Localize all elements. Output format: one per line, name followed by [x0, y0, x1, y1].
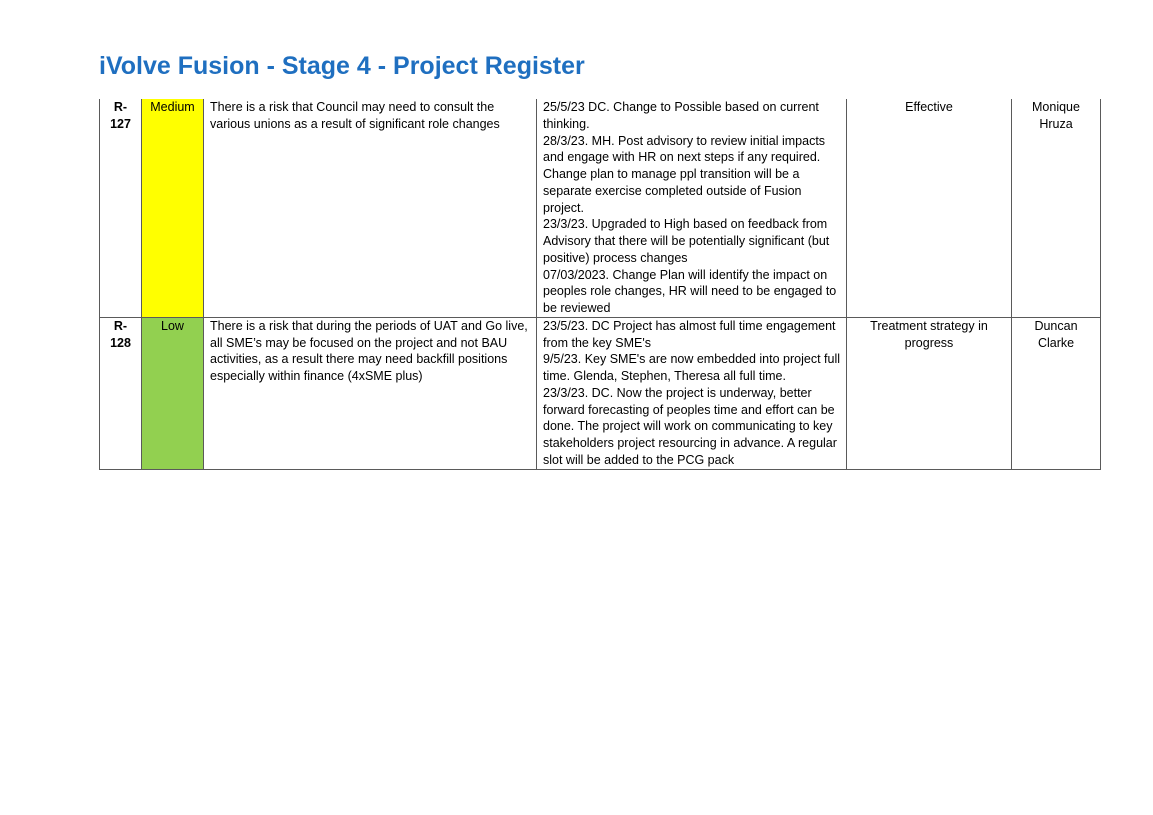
treatment-status-cell: Effective [847, 99, 1012, 317]
risk-register-table [99, 99, 1101, 470]
update-entry: 9/5/23. Key SME's are now embedded into project full time. Glenda, Stephen, Theresa all full time. [543, 352, 840, 383]
update-entry: 07/03/2023. Change Plan will identify the impact on peoples role changes, HR will need to be engaged to be reviewed [543, 267, 837, 315]
update-entry: 23/5/23. DC Project has almost full time engagement from the key SME's [543, 318, 836, 350]
owner-first-name: Duncan [1034, 318, 1078, 333]
risk-owner-cell [1012, 317, 1101, 469]
owner-last-name: Clarke [1037, 335, 1075, 350]
risk-description-cell: There is a risk that Council may need to consult the various unions as a result of significant role changes [204, 99, 537, 317]
risk-owner-cell [1012, 99, 1101, 317]
update-entry: 25/5/23 DC. Change to Possible based on current thinking. [543, 100, 819, 131]
risk-id-cell [100, 99, 142, 317]
risk-id-cell [100, 317, 142, 469]
risk-updates-cell [537, 99, 847, 317]
update-entry: 23/3/23. DC. Now the project is underway, better forward forecasting of peoples time and effort can be done. The project will work on communicating to key stakeholders project resourcing in advance. A regular slot will be added to the PCG pack [543, 385, 837, 467]
risk-id-number: 127 [110, 116, 131, 131]
treatment-status-cell: Treatment strategy in progress [847, 317, 1012, 469]
risk-id-prefix: R- [113, 318, 128, 333]
risk-rating-cell: Low [142, 317, 204, 469]
table-row [100, 317, 1101, 469]
risk-description-cell: There is a risk that during the periods of UAT and Go live, all SME’s may be focused on the project and not BAU activities, as a result there may need backfill positions especially within finance (4xSME plus) [204, 317, 537, 469]
risk-id-prefix: R- [113, 100, 128, 114]
update-entry: 23/3/23. Upgraded to High based on feedback from Advisory that there will be potentially significant (but positive) process changes [543, 217, 830, 265]
update-entry: 28/3/23. MH. Post advisory to review initial impacts and engage with HR on next steps if any required. Change plan to manage ppl transition will be a separate exercise completed outside of Fusion project. [543, 133, 826, 215]
risk-id-number: 128 [110, 335, 131, 350]
owner-first-name: Monique [1032, 100, 1080, 114]
risk-rating-cell: Medium [142, 99, 204, 317]
risk-updates-cell [537, 317, 847, 469]
table-row [100, 99, 1101, 317]
owner-last-name: Hruza [1039, 116, 1073, 131]
page-title: iVolve Fusion - Stage 4 - Project Register [99, 52, 585, 80]
